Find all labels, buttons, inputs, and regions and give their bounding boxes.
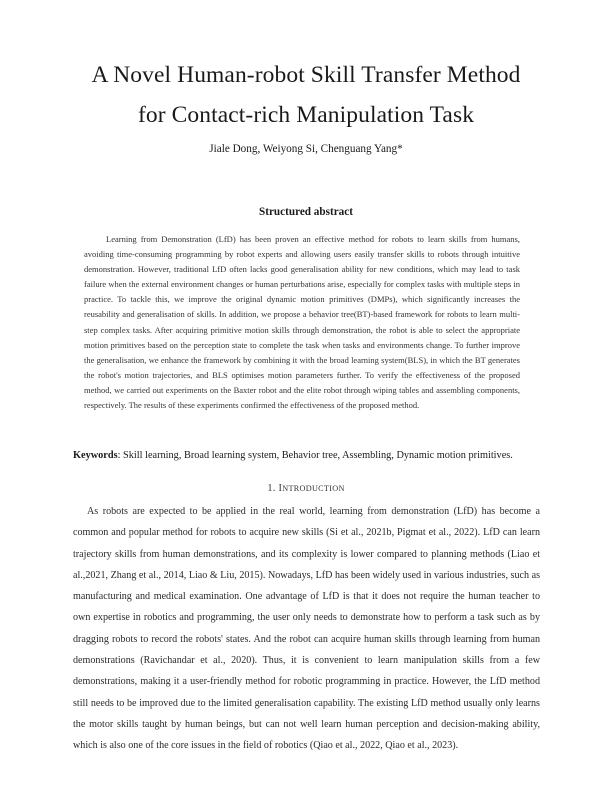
keywords-line (73, 450, 543, 461)
title-line-2: for Contact-rich Manipulation Task (137, 102, 475, 128)
abstract-heading: Structured abstract (259, 206, 353, 218)
section-title-rest: NTRODUCTION (282, 484, 345, 493)
paper-title (40, 55, 572, 135)
author-list: Jiale Dong, Weiyong Si, Chenguang Yang* (209, 143, 403, 155)
section-heading-introduction (40, 483, 572, 494)
abstract-text: Learning from Demonstration (LfD) has been proven an effective method for robots to learn skills from humans, avoiding time-consuming programming by robot experts and allowing users easily transfer skills to robots through intuitive demonstration. However, traditional LfD often lacks good generalisation ability for new conditions, which may lead to task failure when the external environment changes or human perturbations arise, especially for complex tasks with multiple steps in practice. To tackle this, we improve the original dynamic motion primitives (DMPs), which significantly increases the reusability and generalisation of skills. In addition, we propose a behavior tree(BT)-based framework for robots to learn multi-step complex tasks. After acquiring primitive motion skills through demonstration, the robot is able to select the appropriate motion primitives based on the perception state to complete the task when tasks and environments change. To further improve the generalisation, we enhance the framework by combining it with the broad learning system(BLS), in which the BT generates the robot's motion trajectories, and BLS optimises motion parameters further. To verify the effectiveness of the proposed method, we carried out experiments on the Baxter robot and the elite robot through wiping tables and assembling components, respectively. The results of these experiments confirmed the effectiveness of the proposed method. (84, 234, 520, 411)
section-number: 1. (267, 483, 276, 494)
keywords-label: Keywords (73, 450, 118, 461)
introduction-paragraph: As robots are expected to be applied in the real world, learning from demonstration (LfD) has become a common and popular method for robots to acquire new skills (Si et al., 2021b, Pigmat et al., 2022). LfD can learn trajectory skills from human demonstrations, and its complexity is lower compared to planning methods (Liao et al.,2021, Zhang et al., 2014, Liao & Liu, 2015). Nowadays, LfD has been widely used in various industries, such as manufacturing and medical examination. One advantage of LfD is that it does not require the human teacher to own expertise in robotics and programming, the user only needs to demonstrate how to perform a task such as by dragging robots to record the robots' states. And the robot can acquire human skills through learning from human demonstrations (Ravichandar et al., 2020). Thus, it is convenient to learn manipulation skills from a few demonstrations, making it a user-friendly method for robotic programming in practice. However, the LfD method still needs to be improved due to the limited generalisation capability. The existing LfD method usually only learns the motor skills taught by human beings, but can not well learn human perception and decision-making ability, which is also one of the core issues in the field of robotics (Qiao et al., 2022, Qiao et al., 2023). (73, 506, 540, 752)
keywords-list: : Skill learning, Broad learning system, Behavior tree, Assembling, Dynamic motion primitives. (117, 450, 513, 461)
section-title-initial: I (278, 483, 283, 494)
title-line-1: A Novel Human-robot Skill Transfer Method (91, 62, 521, 88)
